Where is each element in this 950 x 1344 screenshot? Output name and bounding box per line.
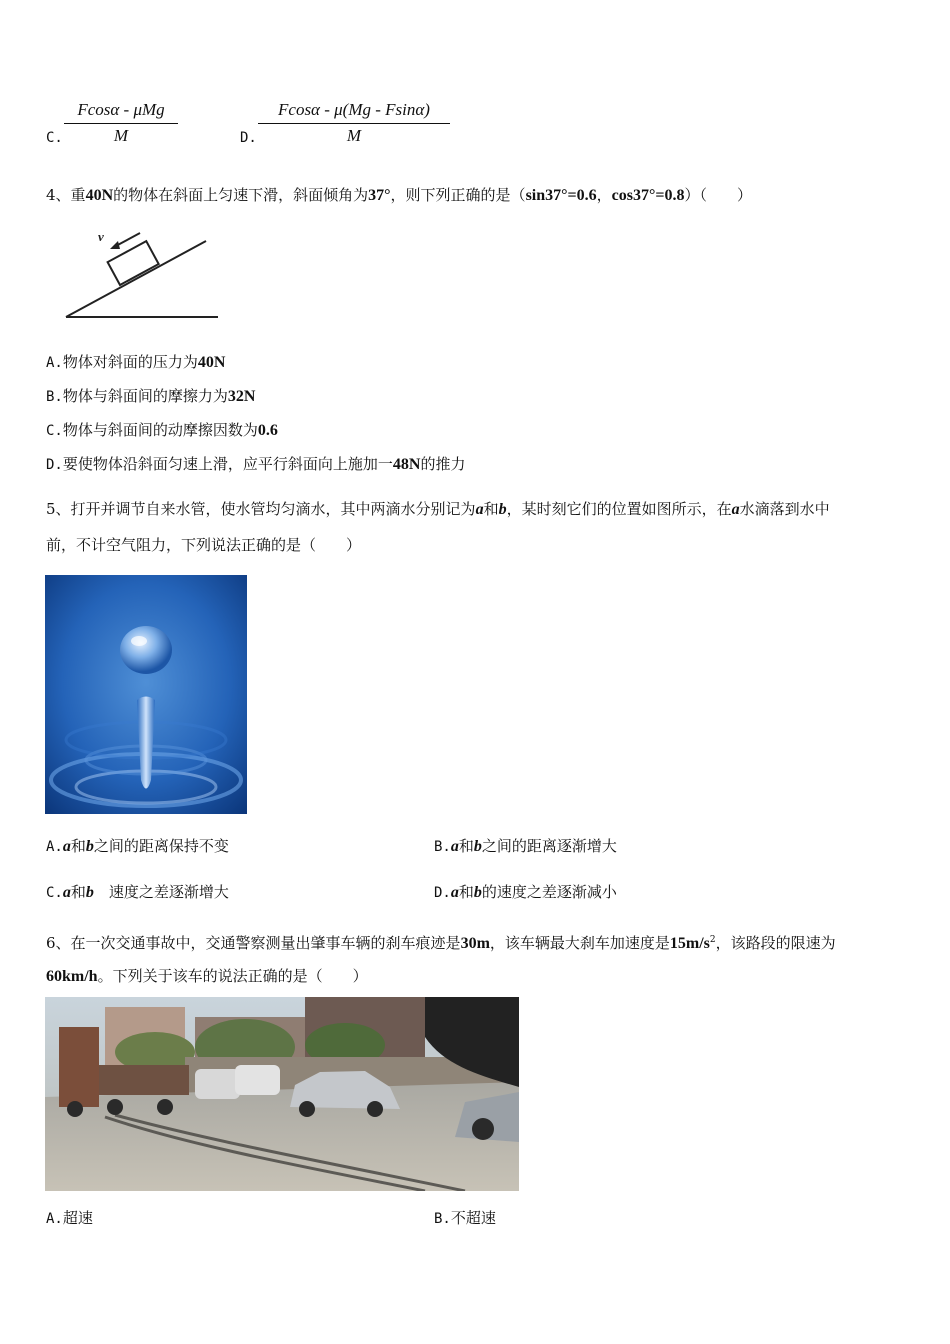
q5-option-d-label: D.: [434, 885, 451, 901]
q3-option-d-label: D.: [240, 130, 257, 146]
q5-a: a: [475, 501, 484, 518]
q3-option-c-fraction: [64, 100, 178, 146]
q6-option-a-label: A.: [46, 1211, 63, 1227]
q6-option-b-label: B.: [434, 1211, 451, 1227]
q4-option-c: [46, 420, 278, 441]
q5-stem-line2: 前，不计空气阻力，下列说法正确的是（ ）: [46, 536, 362, 554]
q4-text-b: 的物体在斜面上匀速下滑，斜面倾角为: [113, 186, 369, 204]
q4-option-b-label: B.: [46, 389, 63, 405]
q5-option-b: [434, 836, 617, 857]
q5-option-a-and: 和: [70, 837, 86, 855]
q5-line1-c: 水滴落到水中: [739, 500, 830, 518]
q4-sin: sin37°=0.6: [525, 187, 597, 204]
q5-option-d-and: 和: [458, 883, 474, 901]
q5-option-b-b: b: [473, 838, 482, 855]
q5-option-c-text: 速度之差逐渐增大: [93, 883, 229, 901]
q6-distance: 30m: [460, 935, 490, 952]
q6-option-b: [434, 1208, 496, 1229]
q5-option-c-b: b: [85, 884, 94, 901]
q3-option-c-label: C.: [46, 130, 63, 146]
q5-option-b-label: B.: [434, 839, 451, 855]
q3-option-d-fraction: [258, 100, 450, 146]
q4-option-d-value: 48N: [392, 456, 421, 473]
q5-option-b-and: 和: [458, 837, 474, 855]
q5-a-2: a: [731, 501, 740, 518]
q4-option-c-text: 物体与斜面间的动摩擦因数为: [62, 421, 258, 439]
q4-option-d-text: 要使物体沿斜面匀速上滑，应平行斜面向上施加一: [62, 455, 393, 473]
q6-accel-sup: 2: [709, 935, 716, 945]
drop-a: [120, 626, 172, 674]
q4-option-b-value: 32N: [227, 388, 256, 405]
q6-line2: 。下列关于该车的说法正确的是（ ）: [97, 967, 368, 985]
q5-option-b-a: a: [450, 838, 459, 855]
q5-option-d-b: b: [473, 884, 482, 901]
q3-option-d-denominator: M: [346, 126, 362, 145]
q4-option-b: [46, 386, 255, 407]
q4-number: 4、: [46, 186, 71, 204]
q6-accel: 15m/s: [669, 935, 710, 952]
q5-line1-b: ，某时刻它们的位置如图所示，在: [506, 500, 732, 518]
q6-stem-line1: [46, 930, 836, 954]
q6-stem-line2: [46, 966, 368, 987]
q4-angle: 37°: [368, 187, 391, 204]
q6-line1-b: ，该车辆最大刹车加速度是: [489, 934, 670, 952]
q3-option-c-numerator: Fcosα - μMg: [64, 100, 178, 124]
q5-number: 5、: [46, 500, 71, 518]
q4-comma: ，: [596, 186, 612, 204]
q4-option-c-label: C.: [46, 423, 63, 439]
q4-option-d-label: D.: [46, 457, 63, 473]
q5-b: b: [498, 501, 507, 518]
q4-option-d-suffix: 的推力: [420, 455, 466, 473]
q5-option-c: [46, 882, 229, 903]
q5-option-b-text: 之间的距离逐渐增大: [481, 837, 617, 855]
water-drop-photo: [45, 575, 247, 814]
q6-option-b-text: 不超速: [450, 1209, 496, 1227]
q6-line1-a: 在一次交通事故中，交通警察测量出肇事车辆的刹车痕迹是: [70, 934, 461, 952]
q6-line1-c: ，该路段的限速为: [715, 934, 836, 952]
q6-option-a-text: 超速: [62, 1209, 93, 1227]
q5-option-c-label: C.: [46, 885, 63, 901]
q5-option-c-a: a: [62, 884, 71, 901]
velocity-arrowhead: [110, 241, 120, 249]
q6-option-a: [46, 1208, 93, 1229]
q5-option-a-b: b: [85, 838, 94, 855]
road-accident-photo: [45, 997, 519, 1191]
q5-option-c-and: 和: [70, 883, 86, 901]
q5-option-a-a: a: [62, 838, 71, 855]
q5-stem-line1: [46, 499, 830, 520]
q5-option-d: [434, 882, 617, 903]
q4-text-c: ，则下列正确的是（: [390, 186, 526, 204]
incline-figure: [60, 225, 230, 325]
q5-option-a-text: 之间的距离保持不变: [93, 837, 229, 855]
q4-option-d: [46, 454, 465, 475]
q4-option-a-label: A.: [46, 355, 63, 371]
q4-text-d: ）（ ）: [684, 186, 753, 204]
q3-option-c-denominator: M: [113, 126, 129, 145]
q6-speed: 60km/h: [46, 968, 98, 985]
q4-option-a-text: 物体对斜面的压力为: [62, 353, 198, 371]
q5-option-d-text: 的速度之差逐渐减小: [481, 883, 617, 901]
q4-option-a-value: 40N: [197, 354, 226, 371]
q4-option-a: [46, 352, 225, 373]
q4-cos: cos37°=0.8: [611, 187, 685, 204]
q6-number: 6、: [46, 934, 71, 952]
q5-line1-a: 打开并调节自来水管，使水管均匀滴水，其中两滴水分别记为: [70, 500, 476, 518]
q5-option-a: [46, 836, 229, 857]
q4-weight: 40N: [85, 187, 114, 204]
q5-and: 和: [483, 500, 499, 518]
velocity-label: v: [98, 229, 104, 244]
q4-option-c-value: 0.6: [257, 422, 278, 439]
q4-text-a: 重: [70, 186, 86, 204]
q5-option-d-a: a: [450, 884, 459, 901]
q3-option-d-numerator: Fcosα - μ(Mg - Fsinα): [258, 100, 450, 124]
q5-option-a-label: A.: [46, 839, 63, 855]
q4-option-b-text: 物体与斜面间的摩擦力为: [62, 387, 228, 405]
q4-stem: [46, 185, 752, 206]
